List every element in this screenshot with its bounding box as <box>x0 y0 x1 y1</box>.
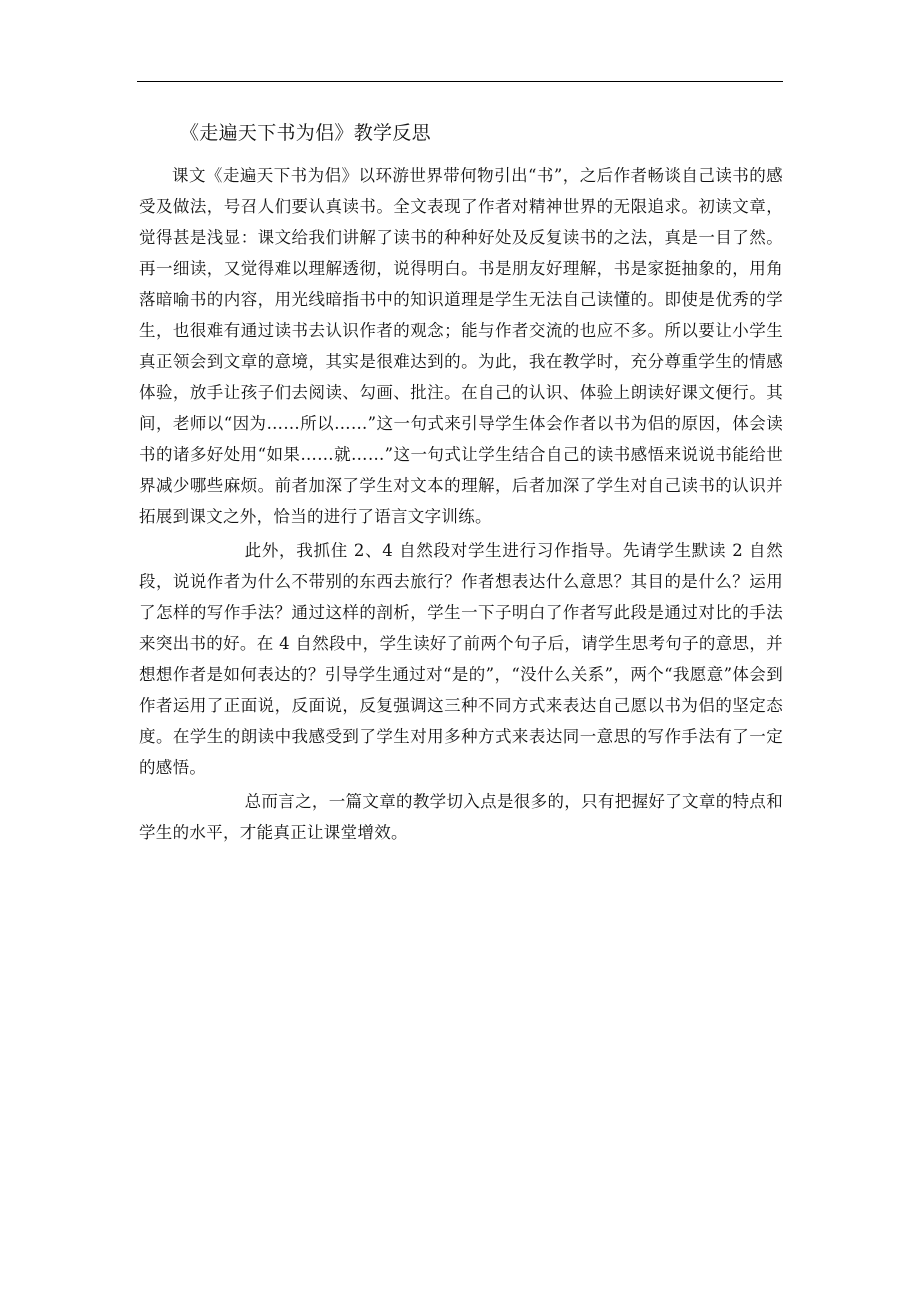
document-title: 《走遍天下书为侣》教学反思 <box>180 122 431 144</box>
document-body <box>139 160 783 848</box>
paragraph-1: 课文《走遍天下书为侣》以环游世界带何物引出“书”，之后作者畅谈自己读书的感受及做法，号召人们要认真读书。全文表现了作者对精神世界的无限追求。初读文章，觉得甚是浅显：课文给我们讲解了读书的种种好处及反复读书的之法，真是一目了然。再一细读，又觉得难以理解透彻，说得明白。书是朋友好理解，书是家挺抽象的，用角落暗喻书的内容，用光线暗指书中的知识道理是学生无法自己读懂的。即使是优秀的学生，也很难有通过读书去认识作者的观念；能与作者交流的也应不多。所以要让小学生真正领会到文章的意境，其实是很难达到的。为此，我在教学时，充分尊重学生的情感体验，放手让孩子们去阅读、勾画、批注。在自己的认识、体验上朗读好课文便行。其间，老师以“因为……所以……”这一句式来引导学生体会作者以书为侣的原因，体会读书的诸多好处用“如果……就……”这一句式让学生结合自己的读书感悟来说说书能给世界减少哪些麻烦。前者加深了学生对文本的理解，后者加深了学生对自己读书的认识并拓展到课文之外，恰当的进行了语言文字训练。 <box>139 166 783 526</box>
paragraph-2: 此外，我抓住 2、4 自然段对学生进行习作指导。先请学生默读 2 自然段，说说作者为什么不带别的东西去旅行？作者想表达什么意思？其目的是什么？运用了怎样的写作手法？通过这样的剖析，学生一下子明白了作者写此段是通过对比的手法来突出书的好。在 4 自然段中，学生读好了前两个句子后，请学生思考句子的意思，并想想作者是如何表达的？引导学生通过对“是的”，“没什么关系”，两个“我愿意”体会到作者运用了正面说，反面说，反复强调这三种不同方式来表达自己愿以书为侣的坚定态度。在学生的朗读中我感受到了学生对用多种方式来表达同一意思的写作手法有了一定的感悟。 <box>139 541 783 777</box>
header-rule <box>137 81 783 82</box>
paragraph-3: 总而言之，一篇文章的教学切入点是很多的，只有把握好了文章的特点和学生的水平，才能真正让课堂增效。 <box>139 792 783 842</box>
